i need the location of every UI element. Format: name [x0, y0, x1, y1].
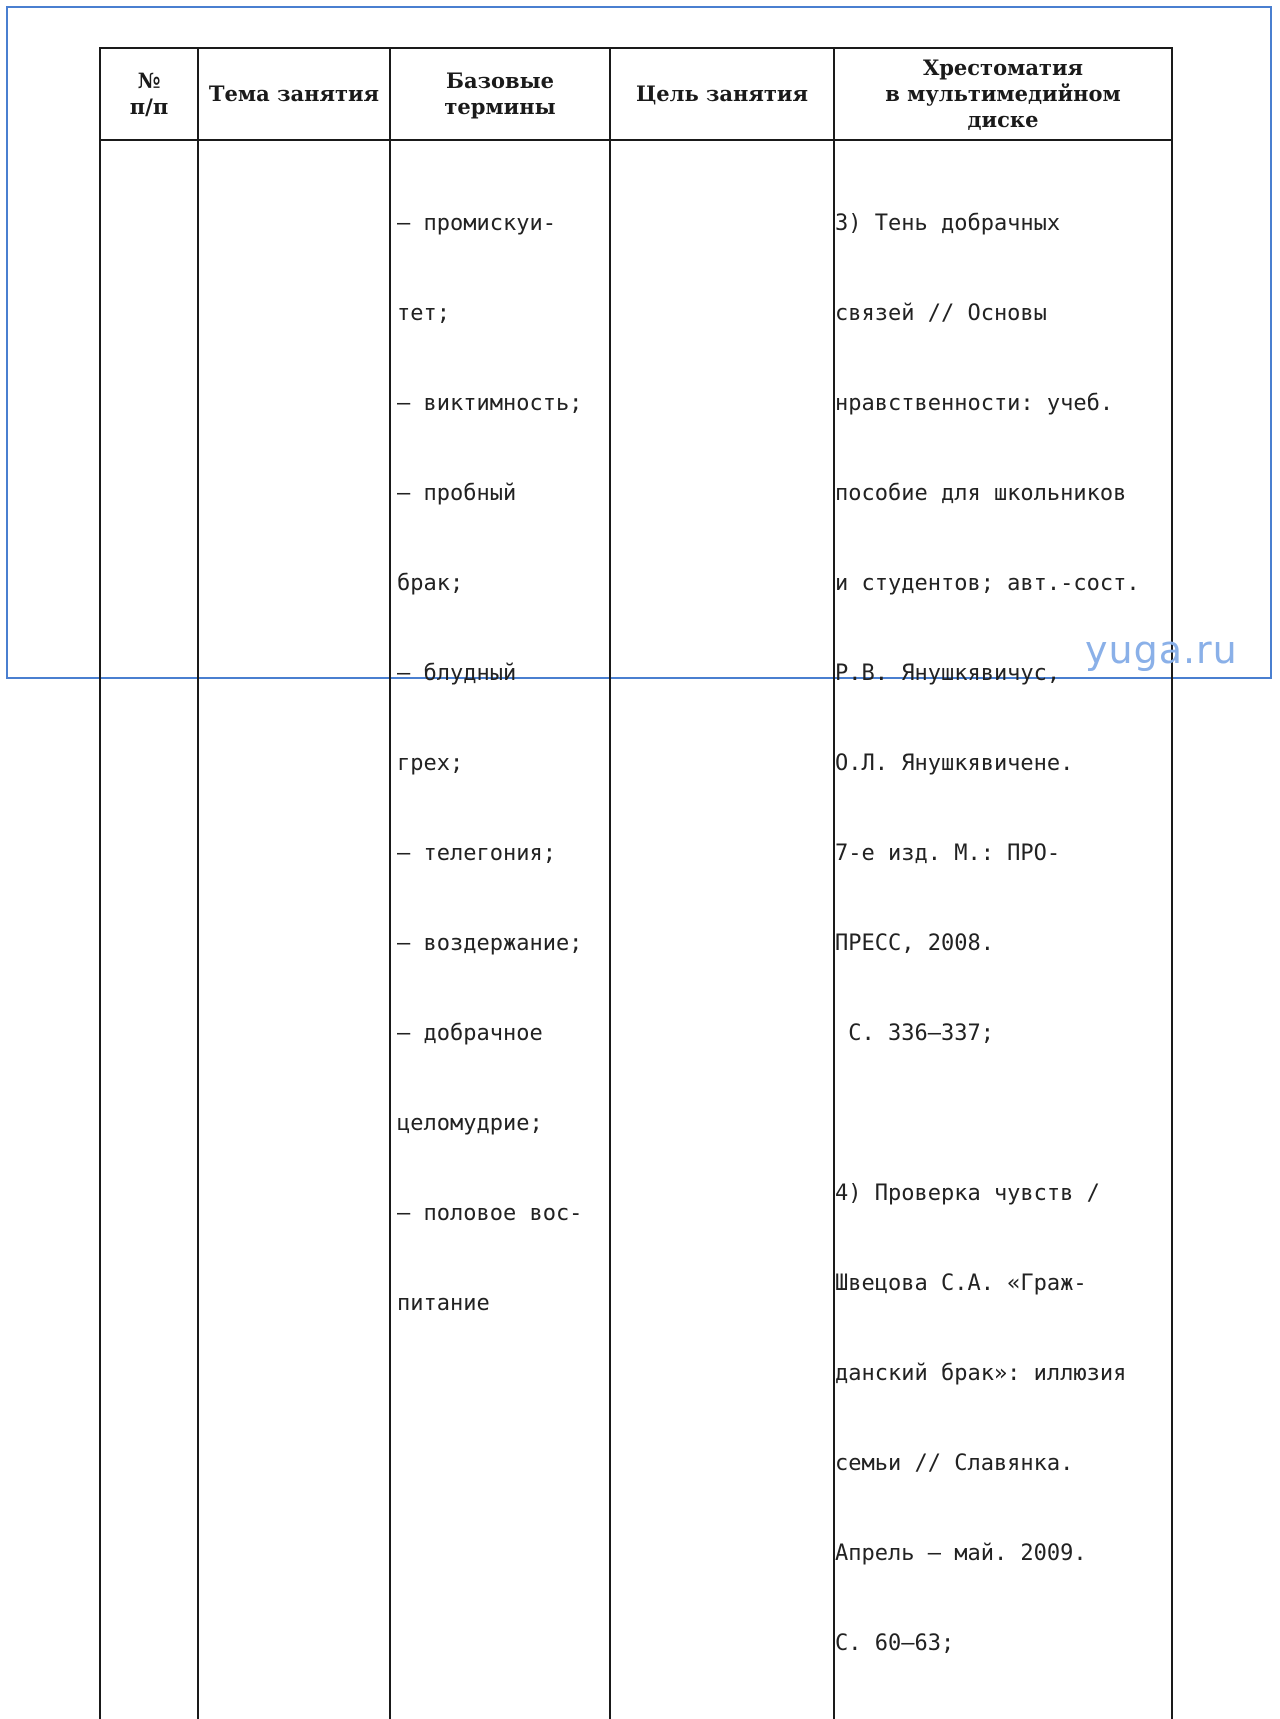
header-num [100, 48, 198, 140]
reader-line: С. 336–337; [835, 1021, 994, 1046]
terms-line: тет; [397, 301, 450, 326]
reader-line: пособие для школьников [835, 481, 1127, 506]
cell-num [100, 140, 198, 1719]
header-goal [610, 48, 834, 140]
reader-entry [835, 141, 1171, 1719]
terms-line: — воздержание; [397, 931, 583, 956]
reader-line: С. 60–63; [835, 1631, 955, 1656]
header-reader-line-2: в мультимедийном [885, 81, 1121, 106]
site-watermark: yuga.ru [1085, 628, 1238, 672]
header-topic [198, 48, 390, 140]
table-row [100, 140, 1172, 1719]
terms-line: — телегония; [397, 841, 556, 866]
reader-line: связей // Основы [835, 301, 1047, 326]
header-topic-line-1: Тема занятия [208, 81, 380, 106]
reader-line: Швецова С.А. «Граж- [835, 1271, 1087, 1296]
reader-line: 7-е изд. М.: ПРО- [835, 841, 1061, 866]
header-reader-line-3: диске [967, 107, 1039, 132]
terms-line: — пробный [397, 481, 517, 506]
header-terms-line-1: Базовые [446, 68, 554, 93]
header-reader-line-1: Хрестоматия [922, 55, 1084, 80]
cell-terms [390, 140, 610, 1719]
terms-list [391, 141, 609, 1379]
terms-line: брак; [397, 571, 464, 596]
reader-line: данский брак»: иллюзия [835, 1361, 1127, 1386]
table-header-row [100, 48, 1172, 140]
header-terms-line-2: термины [444, 94, 556, 119]
header-num-line-1: № [137, 68, 161, 93]
reader-line: 3) Тень добрачных [835, 211, 1061, 236]
terms-line: — добрачное [397, 1021, 543, 1046]
reader-line: Апрель – май. 2009. [835, 1541, 1087, 1566]
entry-gap [835, 1109, 1171, 1119]
header-reader [834, 48, 1172, 140]
reader-line: Р.В. Янушкявичус, [835, 661, 1061, 686]
reader-line: 4) Проверка чувств / [835, 1181, 1100, 1206]
terms-line: целомудрие; [397, 1111, 543, 1136]
reader-line: и студентов; авт.-сост. [835, 571, 1140, 596]
reader-line: семьи // Славянка. [835, 1451, 1074, 1476]
reader-line: нравственности: учеб. [835, 391, 1114, 416]
header-terms [390, 48, 610, 140]
reader-line: О.Л. Янушкявичене. [835, 751, 1074, 776]
terms-line: — виктимность; [397, 391, 583, 416]
reader-line: ПРЕСС, 2008. [835, 931, 994, 956]
cell-reader [834, 140, 1172, 1719]
lesson-table [99, 47, 1173, 1719]
terms-line: — половое вос- [397, 1201, 583, 1226]
terms-line: грех; [397, 751, 464, 776]
cell-topic [198, 140, 390, 1719]
terms-line: — блудный [397, 661, 517, 686]
header-goal-line-1: Цель занятия [635, 81, 809, 106]
terms-line: — промискуи- [397, 211, 556, 236]
cell-goal [610, 140, 834, 1719]
terms-line: питание [397, 1291, 490, 1316]
header-num-line-2: п/п [129, 94, 169, 119]
